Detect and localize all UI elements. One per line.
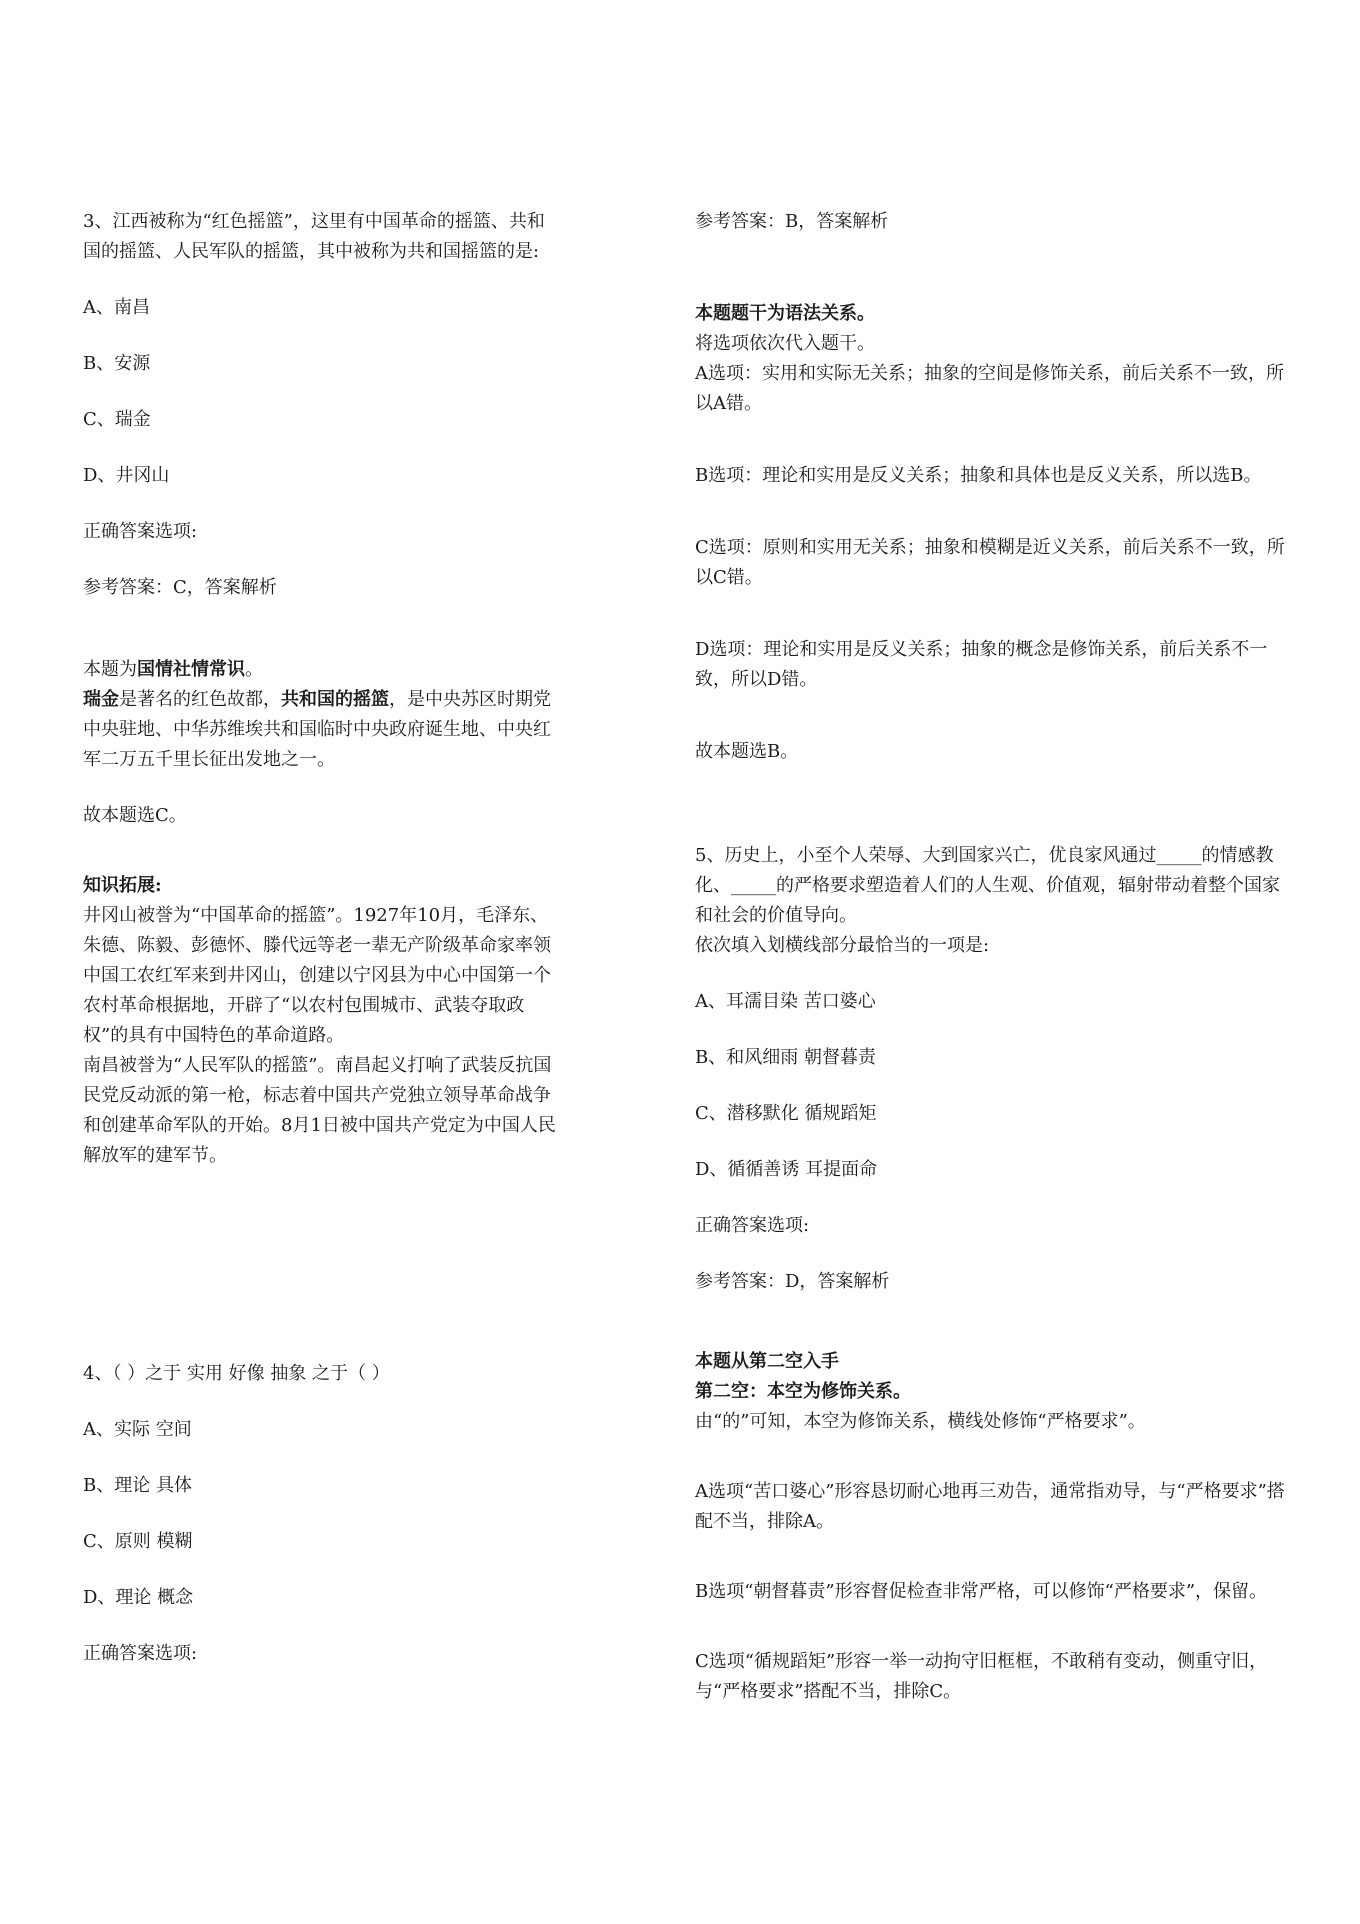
explanation-item: A选项：实用和实际无关系；抽象的空间是修饰关系，前后关系不一致，所以A错。	[695, 363, 1284, 414]
explanation-intro: 将选项依次代入题干。	[695, 333, 875, 354]
explanation-intro: 由“的”可知，本空为修饰关系，横线处修饰“严格要求”。	[695, 1411, 1146, 1432]
option-c: C、潜移默化 循规蹈矩	[695, 1103, 877, 1124]
correct-answer-label: 正确答案选项:	[83, 1643, 198, 1664]
explanation-item: A选项“苦口婆心”形容恳切耐心地再三劝告，通常指劝导，与“严格要求”搭配不当，排除A。	[695, 1481, 1285, 1532]
option-c: C、瑞金	[83, 409, 151, 430]
left-column	[83, 207, 558, 1664]
question-4	[83, 1359, 558, 1669]
question-stem: 5、历史上，小至个人荣辱、大到国家兴亡，优良家风通过_____的情感教化、_____的严格要求塑造着人们的人生观、价值观，辐射带动着整个国家和社会的价值导向。	[695, 845, 1280, 926]
explanation-item: B选项“朝督暮责”形容督促检查非常严格，可以修饰“严格要求”，保留。	[695, 1581, 1268, 1602]
question-4-answer	[695, 207, 1295, 767]
reference-answer: 参考答案：C，答案解析	[83, 577, 277, 598]
option-c: C、原则 模糊	[83, 1531, 193, 1552]
option-a: A、耳濡目染 苦口婆心	[695, 991, 876, 1012]
option-d: D、循循善诱 耳提面命	[695, 1159, 878, 1180]
knowledge-extension-paragraph: 井冈山被誉为“中国革命的摇篮”。1927年10月，毛泽东、朱德、陈毅、彭德怀、滕代远等老一辈无产阶级革命家率领中国工农红军来到井冈山，创建以宁冈县为中心中国第一个农村革命根据地，开辟了“以农村包围城市、武装夺取政权”的具有中国特色的革命道路。	[83, 905, 551, 1046]
explanation-item: B选项：理论和实用是反义关系；抽象和具体也是反义关系，所以选B。	[695, 465, 1262, 486]
question-5	[695, 841, 1295, 1707]
option-d: D、理论 概念	[83, 1587, 194, 1608]
explanation-item: D选项：理论和实用是反义关系；抽象的概念是修饰关系，前后关系不一致，所以D错。	[695, 639, 1268, 690]
knowledge-extension-title: 知识拓展:	[83, 875, 162, 896]
explanation-conclusion: 故本题选B。	[695, 741, 799, 762]
explanation-title: 本题从第二空入手	[695, 1351, 839, 1372]
correct-answer-label: 正确答案选项:	[83, 521, 198, 542]
explanation-type: 本题为国情社情常识。	[83, 659, 263, 680]
explanation-title: 本题题干为语法关系。	[695, 303, 875, 324]
explanation-body: 瑞金是著名的红色故都，共和国的摇篮，是中央苏区时期党中央驻地、中华苏维埃共和国临时中央政府诞生地、中央红军二万五千里长征出发地之一。	[83, 689, 551, 770]
explanation-item: C选项“循规蹈矩”形容一举一动拘守旧框框，不敢稍有变动，侧重守旧，与“严格要求”搭配不当，排除C。	[695, 1651, 1268, 1702]
right-column	[695, 207, 1295, 1702]
question-instruction: 依次填入划横线部分最恰当的一项是:	[695, 935, 990, 956]
question-stem: 3、江西被称为“红色摇篮”，这里有中国革命的摇篮、共和国的摇篮、人民军队的摇篮，其中被称为共和国摇篮的是:	[83, 211, 545, 262]
reference-answer: 参考答案：B，答案解析	[695, 211, 889, 232]
option-a: A、实际 空间	[83, 1419, 192, 1440]
option-a: A、南昌	[83, 297, 150, 318]
question-stem: 4、（ ）之于 实用 好像 抽象 之于（ ）	[83, 1363, 390, 1384]
option-d: D、井冈山	[83, 465, 170, 486]
explanation-conclusion: 故本题选C。	[83, 805, 187, 826]
explanation-item: C选项：原则和实用无关系；抽象和模糊是近义关系，前后关系不一致，所以C错。	[695, 537, 1285, 588]
option-b: B、和风细雨 朝督暮责	[695, 1047, 876, 1068]
option-b: B、理论 具体	[83, 1475, 192, 1496]
question-3	[83, 207, 558, 1171]
reference-answer: 参考答案：D，答案解析	[695, 1271, 890, 1292]
option-b: B、安源	[83, 353, 151, 374]
correct-answer-label: 正确答案选项:	[695, 1215, 810, 1236]
knowledge-extension-paragraph: 南昌被誉为“人民军队的摇篮”。南昌起义打响了武装反抗国民党反动派的第一枪，标志着中国共产党独立领导革命战争和创建革命军队的开始。8月1日被中国共产党定为中国人民解放军的建军节。	[83, 1055, 556, 1166]
explanation-subtitle: 第二空：本空为修饰关系。	[695, 1381, 911, 1402]
